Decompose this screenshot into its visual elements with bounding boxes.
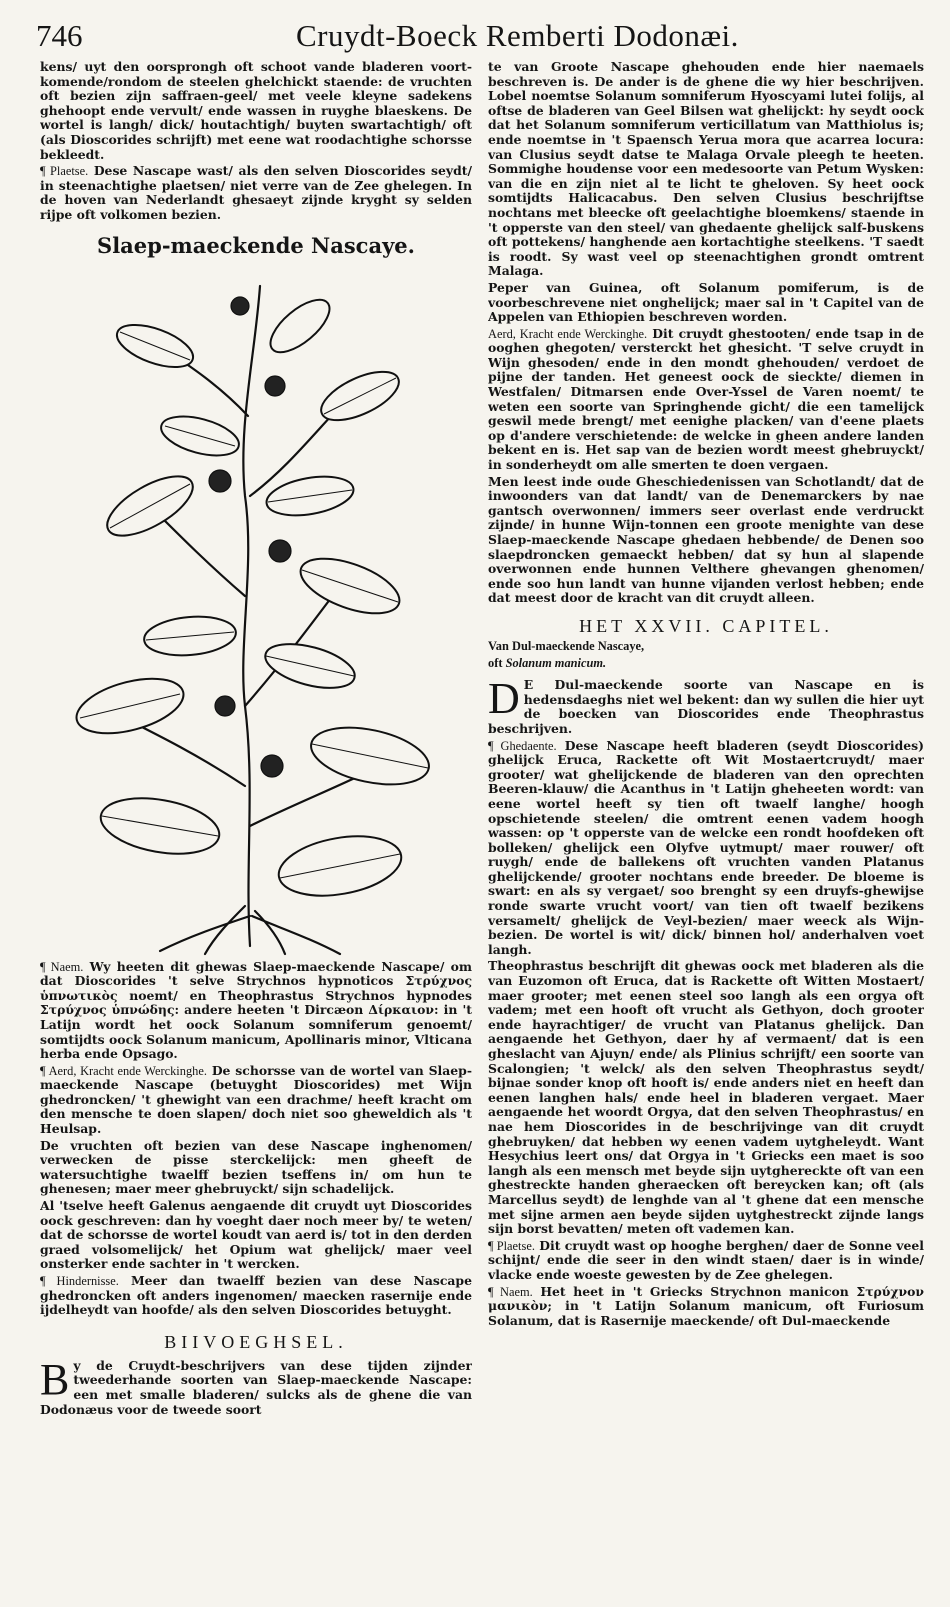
left-plaetse-paragraph [40,164,472,222]
running-title: Cruydt-Boeck Remberti Dodonæi. [296,18,739,53]
left-bijvoeghsel-paragraph [40,1354,472,1417]
page-header [36,14,916,54]
aerd-label: ¶ Aerd, Kracht ende Werckinghe. [40,1063,207,1078]
left-top-paragraph: kens/ uyt den oorsprongh oft schoot vande bladeren voort-komende/rondom de steelen ghelchickt staende: de vruchten oft bezien zijn saffraen-geel/ met veele kleyne sadekens ghehoopt ende vervult/ ende wassen in ruyghe blaeskens. De wortel is langh/ dick/ houtachtigh/ buyten swartachtigh/ oft (als Dioscorides schrijft) met eene wat roodachtighe schorsse bekleedt. [40,60,472,162]
right-naem-text: Het heet in 't Griecks Strychnon manicon Στρύχνον μανικὸν; in 't Latijn Solanum manicum, oft Furiosum Solanum, dat is Rasernije maeckende/ oft Dul-maeckende [488,1283,924,1328]
bijvoeghsel-dropcap: B [40,1354,70,1404]
right-schotlandt-paragraph: Men leest inde oude Gheschiedenissen van Schotlandt/ dat de inwoonders van dat landt/ van de Denemarckers by nae gantsch overwonnen/ immers seer overlast ende verdruckt zijnde/ in hunne Wijn-tonnen een groote menighte van dese Slaep-maeckende Nascape ghedaen hebbende/ de Denen soo slaepdroncken gemaeckt hebben/ dat sy hun al slapende overwonnen ende hunnen Velthere ghevangen ghenomen/ ende soo hun landt van hunne vijanden verlost hebben; ende dat meest door de kracht van dit cruydt alleen. [488,473,924,606]
ghedaente-text: Dese Nascape heeft bladeren (seydt Dioscorides) ghelijck Eruca, Rackette oft Wit Mostaertcruydt/ maer grooter/ wat ghelijckende de bladeren van den oprechten Beeren-klauw/ die Acanthus in 't Latijn gheheeten wordt: van eene wortel heeft sy tien oft twaelf langhe/ hoogh opschietende steelen/ die omtrent eenen vadem hoogh wassen: op 't opperste van de welcke een rondt hoofdeken oft bolleken/ ghelijck een Olyfve uytmupt/ maer rouwer/ oft ruygh/ ende de ballekens oft vruchten vanden Platanus ghelijckende/ grooter nochtans ende breeder. De bloeme is swart: en als sy vergaet/ soo brenght sy een druyfs-ghewijse ronde swarte vrucht voort/ van tien oft twaelf bezikens versamelt/ ghelijck de Veyl-bezien/ maer weeck als Wijn-bezien. De wortel is wit/ dick/ binnen hol/ anderhalven voet langh. [488,737,924,957]
plaetse-label: ¶ Plaetse. [40,164,89,179]
chapter-title-latin: Solanum manicum. [505,655,607,670]
right-plaetse-label: ¶ Plaetse. [488,1238,535,1253]
hindernisse-text: Meer dan twaelff bezien van dese Nascape ghedroncken oft anders ingenomen/ maecken rasernije ende ijdelheydt van hoofde/ als den selven Dioscorides betuyght. [40,1273,472,1318]
intro-text: E Dul-maeckende soorte van Nascape en is hedensdaeghs niet wel bekent: dan wy sullen die hier uyt de boecken van Dioscorides ende Theophrastus beschrijven. [488,677,924,736]
plaetse-text: Dese Nascape wast/ als den selven Dioscorides seydt/ in steenachtighe plaetsen/ niet verre van de Zee ghelegen. In de hoven van Nederlandt ghesaeyt zijnde kryght sy selden rijpe oft volkomen bezien. [40,163,472,222]
left-naem-paragraph [40,960,472,1062]
ghedaente-label: ¶ Ghedaente. [488,738,557,753]
right-column [488,60,924,1595]
right-aerd-label: Aerd, Kracht ende Werckinghe. [488,326,648,341]
page-number: 746 [36,18,83,53]
naem-label: ¶ Naem. [40,959,84,974]
figure-title: Slaep-maeckende Nascaye. [97,232,415,258]
aerd-text: De schorsse van de wortel van Slaep-maeckende Nascape (betuyght Dioscorides) met Wijn ghedroncken/ 't ghewight van een drachme/ heeft kracht om den mensche te doen slapen/ doch niet soo gheweldich als 't Heulsap. [40,1062,472,1137]
plant-woodcut-illustration [40,266,472,956]
right-naem-label: ¶ Naem. [488,1284,533,1299]
left-column [40,60,472,1595]
right-ghedaente-paragraph [488,739,924,958]
chapter-heading: HET XXVII. CAPITEL. [579,615,833,636]
right-aerd-text: Dit cruydt ghestooten/ ende tsap in de ooghen ghegoten/ versterckt het ghesicht. 'T selve cruydt in Wijn ghesoden/ ende in den mondt ghehouden/ verdoet de pijne der tanden. Het geneest oock de sieckte/ diemen in Westfalen/ Ditmarsen ende Over-Yssel de Varen noemt/ te weten een soorte van Springhende gicht/ die een tamelijck geswil mede brengt/ met eenighe placken/ van d'eene plaets op d'andere verschietende: de welcke in gheen andere landen bekent en is. Het sap van de bezien wordt meest ghebruyckt/ in sonderheydt om alle smerten te doen vergaen. [488,325,924,473]
right-top-paragraph: te van Groote Nascape ghehouden ende hier naemaels beschreven is. De ander is de ghene die wy hier beschrijven. Lobel noemtse Solanum somniferum Hyoscyami lutei folijs, al oftse de bladeren van Geel Bilsen wat ghelijckt: hy seydt oock dat het Solanum somniferum verticillatum van Matthiolus is; ende noemtse in 't Spaensch Yerua mora que acarrea locura: van Clusius seydt datse te Malaga Orvale pleegh te heeten. Sommighe houdense voor een medesoorte van Petum Wysken: van die en zijn niet al te licht te gheloven. Sy heet oock somtijdts Halicacabus. Den selven Clusius beschrijftse nochtans met bleecke oft geelachtighe bloemkens/ staende in 't opperste van den steel/ van ghedaente ghelijck salf-buskens oft pottekens/ hanghende aen kortachtighe steelkens. 'T saedt is roodt. Sy wast veel op steenachtighen grondt omtrent Malaga. [488,60,924,279]
bijvoeghsel-text: y de Cruydt-beschrijvers van dese tijden zijnder tweederhande soorten van Slaep-maeckende Nascape: een met smalle bladeren/ sulcks als de ghene die van Dodonæus voor de tweede soort [40,1357,472,1417]
right-naem-paragraph [488,1285,924,1329]
naem-text: Wy heeten dit ghewas Slaep-maeckende Nascape/ om dat Dioscorides 't selve Strychnos hypnoticos Στρύχνος ὑπνωτικὸς noemt/ en Theophrastus Strychnos hypnodes Στρύχνος ὑπνώδης: andere heeten 't Dircæon Δίρκαιον: in 't Latijn wordt het oock Solanum somniferum genoemt/ somtijdts oock Solanum manicum, Apollinaris minor, Vlticana herba ende Opsago. [40,958,472,1062]
left-vruchten-paragraph: De vruchten oft bezien van dese Nascape inghenomen/ verwecken de pisse sterckelijck: men gheeft de watersuchtighe twaelff bezien tseffens in/ om hun te ghenesen; maer meer ghebruyckt/ sijn schadelijck. [40,1137,472,1197]
right-peper-paragraph: Peper van Guinea, oft Solanum pomiferum, is de voorbeschrevene niet onghelijck; maer sal in 't Capitel van de Appelen van Ethiopien beschreven worden. [488,279,924,325]
right-aerd-paragraph [488,327,924,473]
plant-woodcut-svg [40,266,472,956]
hindernisse-label: ¶ Hindernisse. [40,1274,119,1288]
right-theophrastus-paragraph: Theophrastus beschrijft dit ghewas oock met bladeren als die van Euzomon oft Eruca, dat is Rackette oft Witten Mostaert/ maer grooter; met eenen steel soo langh als een orgya oft vadem; met een hooft oft vrucht als Gethyon, doch grooter ende hayrachtiger/ de vrucht van Platanus ghelijck. Dan aengaende het Gethyon, daer hy af vermaent/ dat is een gheslacht van Ajuyn/ ende/ als Plinius schrijft/ een soorte van Scalongien; 't welck/ als den selven Theophrastus seydt/ bijnae sonder knop oft hooft is/ ende anders niet en heeft dan eenen langhen hals/ ende heel in bladeren vergaet. Maer aengaende het woordt Orgya, dat den selven Theophrastus/ en nae hem Dioscorides in de beschrijvinge van dit cruydt ghebruyken/ dat hebben wy eenen vadem uytgheleydt. Want Hesychius leert ons/ dat Orgya in 't Griecks een maet is soo langh als een mensch met beyde sijn uytghereckte oft van een ghestreckte handen gheraecken oft bereycken kan; oft (als Marcellus seydt) de lenghde van al 't ghene dat een mensche met sijne armen aen beyde sijden uytghestreckt zijnde langs sijn borst bevatten/ meten oft vademen kan. [488,958,924,1237]
intro-dropcap: D [488,674,520,724]
bijvoeghsel-heading: BIIVOEGHSEL. [164,1331,348,1352]
left-galenus-paragraph: Al 'tselve heeft Galenus aengaende dit cruydt uyt Dioscorides oock geschreven: dan hy voeght daer noch meer by/ te weten/ dat de schorsse de wortel koudt van aerd is/ tot in den derden graed volsomelijck/ het Opium wat ghelijck/ maer veel onsterker ende sachter in 't wercken. [40,1198,472,1272]
left-aerd-paragraph [40,1064,472,1137]
chapter-title-oft: oft [488,655,503,670]
chapter-title-line2 [488,656,924,671]
right-plaetse-text: Dit cruydt wast op hooghe berghen/ daer de Sonne veel schijnt/ ende die seer in den windt staen/ daer is in winde/ vlacke ende woeste gewesten by de Zee ghelegen. [488,1237,924,1282]
left-hindernisse-paragraph [40,1274,472,1318]
right-plaetse-paragraph [488,1239,924,1283]
right-intro-paragraph [488,674,924,736]
chapter-title-line1: Van Dul-maeckende Nascaye, [488,638,645,653]
